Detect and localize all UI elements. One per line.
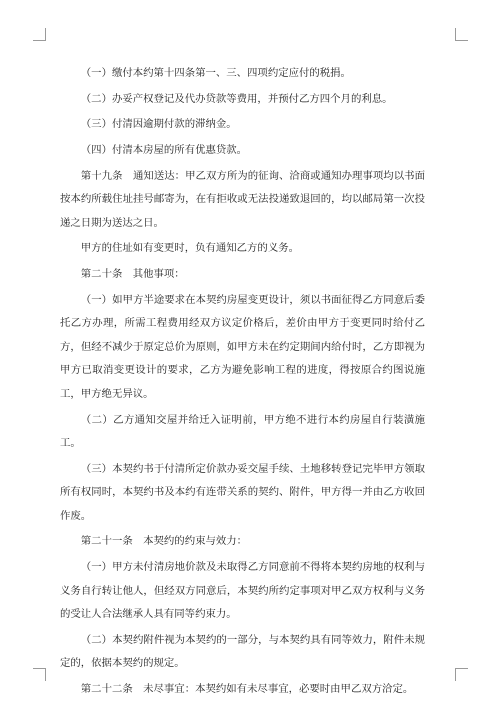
paragraph-address-change: 甲方的住址如有变更时，负有通知乙方的义务。 xyxy=(80,242,299,255)
paragraph-article-19: 第十九条 通知送达：甲乙双方所为的征询、洽商或通知办理事项均以书面按本约所载住址挂号邮寄为，在有拒收或无法投递致退回的，均以邮局第一次投递之日期为送达之日。 xyxy=(60,169,425,229)
paragraph-article-20-heading: 第二十条 其他事项： xyxy=(80,268,185,281)
crop-mark-bottom-left xyxy=(33,668,46,681)
paragraph-clause-item: （一）缴付本约第十四条第一、三、四项约定应付的税捐。 xyxy=(80,67,351,79)
paragraph-clause-item: （二）办妥产权登记及代办贷款等费用，并预付乙方四个月的利息。 xyxy=(80,92,393,105)
paragraph-article-21-heading: 第二十一条 本契约的约束与效力： xyxy=(80,535,248,548)
paragraph-clause-item: （三）付清因逾期付款的滞纳金。 xyxy=(80,118,237,131)
paragraph-clause-item: （二）本契约附件视为本契约的一部分，与本契约具有同等效力，附件未规定的，依据本契约的规定。 xyxy=(60,633,425,670)
paragraph-clause-item: （一）甲方未付清房地价款及未取得乙方同意前不得将本契约房地的权利与义务自行转让他人，但经双方同意后，本契约所约定事项对甲乙双方权利与义务的受让人合法继承人具有同等约束力。 xyxy=(60,561,425,621)
paragraph-clause-item: （三）本契约书于付清所定价款办妥交屋手续、土地移转登记完毕甲方领取所有权同时，本契约书及本约有连带关系的契约、附件，甲方得一并由乙方收回作废。 xyxy=(60,462,425,522)
paragraph-clause-item: （一）如甲方半途要求在本契约房屋变更设计，须以书面征得乙方同意后委托乙方办理，所需工程费用经双方议定价格后，差价由甲方于变更同时给付乙方，但经不减少于原定总价为原则，如甲方未在约定期间内给付时，乙方即视为甲方已取消变更设计的要求，乙方为避免影响工程的进度，得按原合约图说施工，甲方绝无异议。 xyxy=(60,293,425,400)
paragraph-article-22: 第二十二条 未尽事宜：本契约如有未尽事宜，必要时由甲乙双方洽定。 xyxy=(80,682,414,695)
crop-mark-top-left xyxy=(33,28,46,41)
crop-mark-bottom-right xyxy=(455,668,468,681)
paragraph-clause-item: （二）乙方通知交屋并给迁入证明前，甲方绝不进行本约房屋自行装潢施工。 xyxy=(60,413,425,449)
paragraph-clause-item: （四）付清本房屋的所有优惠贷款。 xyxy=(80,144,248,157)
crop-mark-top-right xyxy=(455,28,468,41)
contract-body xyxy=(60,62,425,704)
